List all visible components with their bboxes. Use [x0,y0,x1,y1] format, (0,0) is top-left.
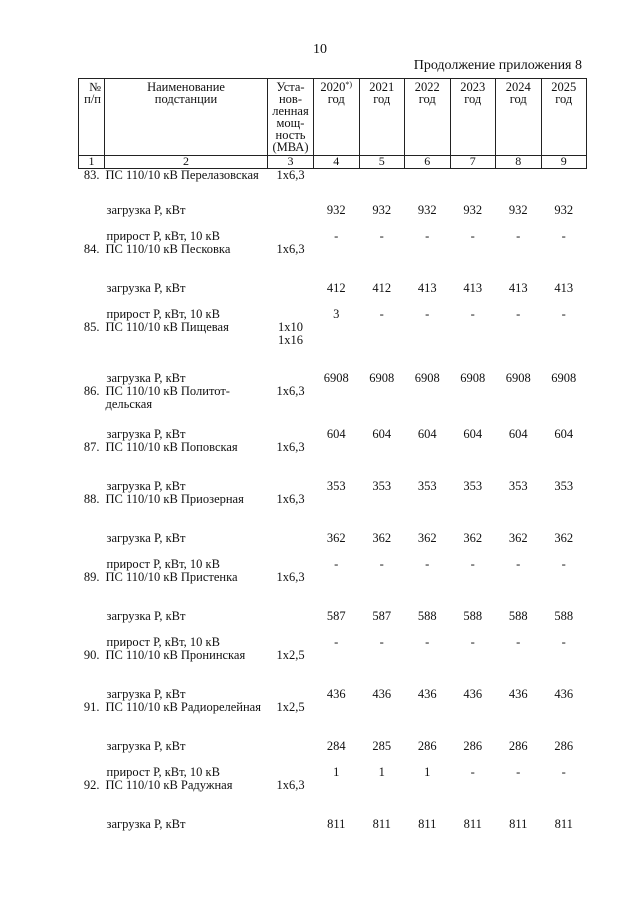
row-number: 91. [83,700,100,714]
substation-row [79,701,587,727]
substation-row [79,169,587,192]
row-number: 83. [83,168,100,182]
year-value: 932 [508,203,528,217]
year-value: - [470,229,475,243]
column-index: 5 [359,156,405,169]
year-value: 436 [463,687,483,701]
substation-row [79,493,587,519]
year-value: - [516,765,521,779]
metric-label: прирост Р, кВт, 10 кВ [106,765,220,779]
header-num: № п/п [79,79,105,156]
column-index: 8 [496,156,542,169]
metric-label: загрузка Р, кВт [106,531,186,545]
year-value: - [561,229,566,243]
metric-label: загрузка Р, кВт [106,427,186,441]
year-value: 932 [372,203,392,217]
year-value: 6908 [551,371,577,385]
metric-label: загрузка Р, кВт [106,687,186,701]
installed-capacity: 1х6,3 [276,570,305,584]
year-value: 353 [417,479,437,493]
year-value: 932 [417,203,437,217]
year-value: 353 [508,479,528,493]
year-value: 436 [326,687,346,701]
year-value: 604 [508,427,528,441]
value-row [79,191,587,217]
header-year-suffix: год [464,92,482,106]
value-row [79,295,587,321]
value-row [79,753,587,779]
year-value: - [561,765,566,779]
substation-row [79,571,587,597]
header-year-suffix: год [509,92,527,106]
year-value: 932 [554,203,574,217]
header-year-value: 2023 [460,80,486,94]
year-value: 811 [463,817,482,831]
year-value: 588 [417,609,437,623]
substation-row [79,441,587,467]
substation-name: ПС 110/10 кВ Поповская [105,440,238,454]
year-value: 436 [554,687,574,701]
installed-capacity: 1х6,3 [276,242,305,256]
substation-load-table [78,78,587,831]
year-value: 286 [417,739,437,753]
page-number: 10 [313,42,327,57]
year-value: 811 [327,817,346,831]
installed-capacity: 1х6,3 [276,492,305,506]
table-body [79,169,587,832]
year-value: 362 [463,531,483,545]
value-row [79,805,587,831]
row-number: 84. [83,242,100,256]
year-value: - [425,557,430,571]
year-value: 604 [372,427,392,441]
year-value: 1 [424,765,431,779]
year-value: - [379,307,384,321]
footnote-mark: *) [345,80,353,89]
year-value: 6908 [369,371,395,385]
installed-capacity: 1х2,5 [276,700,305,714]
year-value: 811 [554,817,573,831]
year-value: - [516,307,521,321]
year-value: - [379,229,384,243]
metric-label: загрузка Р, кВт [106,281,186,295]
year-value: 285 [372,739,392,753]
year-value: 412 [372,281,392,295]
year-value: - [379,557,384,571]
header-year-suffix: год [373,92,391,106]
header-name: Наименование подстанции [105,79,268,156]
year-value: 604 [326,427,346,441]
installed-capacity: 1х6,3 [276,440,305,454]
installed-capacity: 1х6,3 [276,778,305,792]
column-index: 9 [541,156,587,169]
year-value: 932 [326,203,346,217]
year-value: 413 [508,281,528,295]
substation-row [79,779,587,805]
row-number: 88. [83,492,100,506]
year-value: 811 [509,817,528,831]
year-value: 587 [372,609,392,623]
metric-label: загрузка Р, кВт [106,739,186,753]
metric-label: прирост Р, кВт, 10 кВ [106,307,220,321]
header-year-2020 [314,79,360,156]
column-index: 1 [79,156,105,169]
substation-name: ПС 110/10 кВ Пронинская [105,648,246,662]
substation-row [79,243,587,269]
year-value: 604 [554,427,574,441]
year-value: - [334,229,339,243]
column-index-row [79,156,587,169]
substation-name: ПС 110/10 кВ Радужная [105,778,233,792]
substation-name: ПС 110/10 кВ Пищевая [105,320,229,334]
row-number: 89. [83,570,100,584]
year-value: - [425,229,430,243]
value-row [79,467,587,493]
value-row [79,675,587,701]
year-value: 3 [333,307,340,321]
metric-label: прирост Р, кВт, 10 кВ [106,229,220,243]
header-capacity: Уста- нов- ленная мощ- ность (МВА) [268,79,314,156]
year-value: - [379,635,384,649]
header-year-suffix: год [327,92,345,106]
metric-label: загрузка Р, кВт [106,371,186,385]
year-value: 286 [463,739,483,753]
substation-row [79,649,587,675]
year-value: 436 [372,687,392,701]
row-number: 87. [83,440,100,454]
column-index: 4 [314,156,360,169]
year-value: 588 [508,609,528,623]
header-year-value: 2021 [369,80,395,94]
value-row [79,597,587,623]
metric-label: прирост Р, кВт, 10 кВ [106,635,220,649]
year-value: - [470,557,475,571]
year-value: - [425,635,430,649]
year-value: 362 [417,531,437,545]
substation-name: ПС 110/10 кВ Политот- дельская [105,384,230,411]
header-year-value: 2020 [320,80,346,94]
year-value: 353 [326,479,346,493]
year-value: 412 [326,281,346,295]
year-value: 604 [417,427,437,441]
row-number: 90. [83,648,100,662]
year-value: 362 [508,531,528,545]
substation-name: ПС 110/10 кВ Перелазовская [105,168,259,182]
year-value: 932 [463,203,483,217]
year-value: 353 [554,479,574,493]
metric-label: загрузка Р, кВт [106,479,186,493]
value-row [79,415,587,441]
value-row [79,545,587,571]
value-row [79,269,587,295]
year-value: - [561,635,566,649]
year-value: - [516,635,521,649]
year-value: 362 [554,531,574,545]
year-value: - [334,557,339,571]
year-value: - [334,635,339,649]
row-number: 85. [83,320,100,334]
year-value: 1 [378,765,385,779]
year-value: 811 [372,817,391,831]
year-value: - [470,307,475,321]
year-value: - [561,557,566,571]
column-index: 6 [405,156,451,169]
substation-name: ПС 110/10 кВ Песковка [105,242,231,256]
year-value: - [425,307,430,321]
substation-name: ПС 110/10 кВ Радиорелейная [105,700,261,714]
header-year-2023 [450,79,496,156]
installed-capacity: 1х6,3 [276,168,305,182]
row-number: 92. [83,778,100,792]
year-value: 6908 [460,371,486,385]
year-value: 6908 [414,371,440,385]
header-year-suffix: год [418,92,436,106]
value-row [79,623,587,649]
header-year-value: 2025 [551,80,577,94]
year-value: 811 [418,817,437,831]
header-year-value: 2022 [414,80,440,94]
header-year-2025 [541,79,587,156]
year-value: 1 [333,765,340,779]
metric-label: загрузка Р, кВт [106,609,186,623]
year-value: 353 [463,479,483,493]
year-value: 413 [417,281,437,295]
installed-capacity: 1х2,5 [276,648,305,662]
column-index: 2 [105,156,268,169]
column-index: 3 [268,156,314,169]
metric-label: загрузка Р, кВт [106,203,186,217]
value-row [79,359,587,385]
year-value: 286 [508,739,528,753]
column-index: 7 [450,156,496,169]
year-value: - [470,765,475,779]
header-year-2024 [496,79,542,156]
metric-label: загрузка Р, кВт [106,817,186,831]
year-value: 362 [326,531,346,545]
year-value: - [470,635,475,649]
year-value: 6908 [323,371,349,385]
value-row [79,519,587,545]
header-year-2021 [359,79,405,156]
year-value: 353 [372,479,392,493]
substation-row [79,321,587,359]
installed-capacity: 1х6,3 [276,384,305,398]
header-year-2022 [405,79,451,156]
installed-capacity: 1х10 1х16 [278,320,303,347]
year-value: 604 [463,427,483,441]
year-value: 436 [417,687,437,701]
header-year-suffix: год [555,92,573,106]
year-value: - [516,229,521,243]
year-value: 587 [326,609,346,623]
value-row [79,727,587,753]
year-value: 436 [508,687,528,701]
substation-row [79,385,587,415]
year-value: 284 [326,739,346,753]
year-value: 6908 [505,371,531,385]
year-value: 286 [554,739,574,753]
substation-name: ПС 110/10 кВ Приозерная [105,492,244,506]
header-year-value: 2024 [505,80,531,94]
year-value: - [561,307,566,321]
year-value: 362 [372,531,392,545]
table-header-row [79,79,587,156]
value-row [79,217,587,243]
year-value: 588 [463,609,483,623]
year-value: 413 [463,281,483,295]
year-value: 588 [554,609,574,623]
substation-name: ПС 110/10 кВ Пристенка [105,570,238,584]
continuation-note: Продолжение приложения 8 [413,58,582,73]
year-value: 413 [554,281,574,295]
metric-label: прирост Р, кВт, 10 кВ [106,557,220,571]
year-value: - [516,557,521,571]
row-number: 86. [83,384,100,398]
